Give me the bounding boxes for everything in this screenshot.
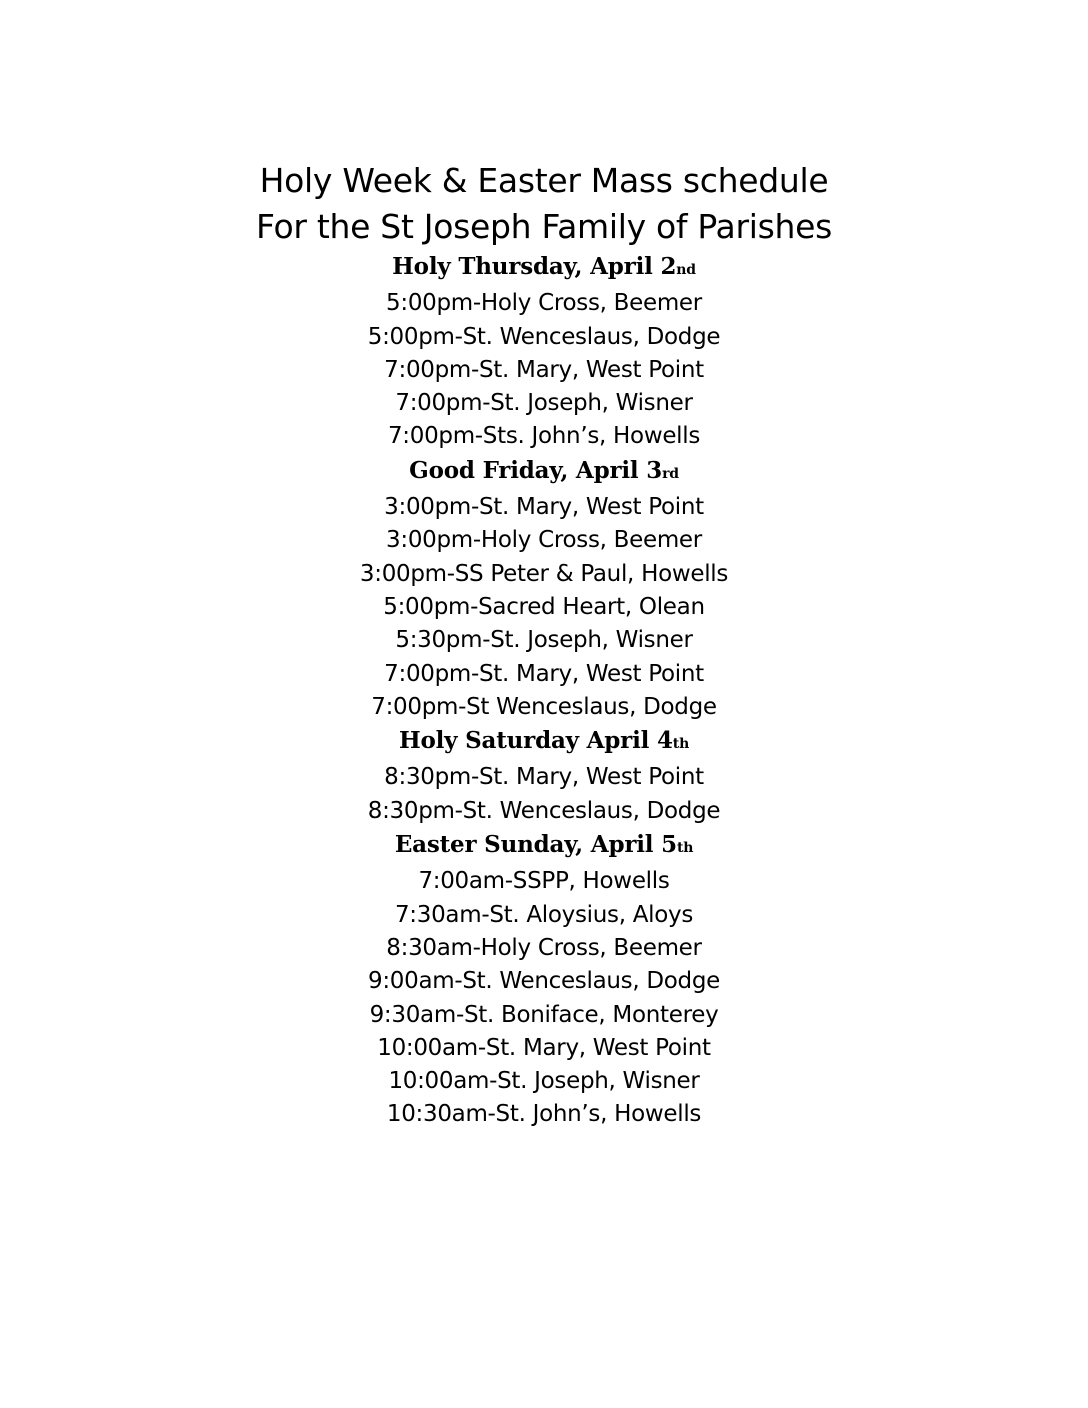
day-section-easter-sunday — [0, 828, 1088, 1132]
mass-item: 10:00am-St. Joseph, Wisner — [388, 1068, 700, 1095]
day-heading — [0, 828, 1088, 865]
mass-item: 5:00pm-Holy Cross, Beemer — [386, 290, 702, 317]
day-heading-text: Holy Saturday April 4 — [398, 727, 673, 755]
day-heading-suffix: rd — [662, 465, 679, 482]
day-section-holy-thursday — [0, 250, 1088, 454]
day-heading-suffix: th — [676, 840, 694, 857]
day-section-good-friday — [0, 454, 1088, 724]
day-section-holy-saturday — [0, 724, 1088, 828]
mass-item: 7:00pm-St. Mary, West Point — [384, 356, 704, 383]
mass-item: 7:00pm-St Wenceslaus, Dodge — [371, 693, 717, 720]
mass-item: 7:00pm-St. Joseph, Wisner — [395, 390, 693, 417]
mass-item: 8:30am-Holy Cross, Beemer — [386, 934, 702, 961]
day-heading — [0, 454, 1088, 491]
day-heading-suffix: nd — [676, 262, 696, 278]
page-title-line-1: Holy Week & Easter Mass schedule — [259, 161, 829, 200]
mass-item: 10:00am-St. Mary, West Point — [377, 1034, 711, 1061]
mass-item: 8:30pm-St. Wenceslaus, Dodge — [367, 797, 721, 824]
day-heading — [0, 724, 1088, 761]
mass-item: 3:00pm-Holy Cross, Beemer — [386, 527, 702, 554]
page-title-line-2: For the St Joseph Family of Parishes — [256, 207, 832, 246]
mass-item: 7:00pm-Sts. John’s, Howells — [387, 423, 701, 450]
mass-item: 7:30am-St. Aloysius, Aloys — [394, 901, 694, 928]
mass-item: 8:30pm-St. Mary, West Point — [384, 764, 704, 791]
mass-item: 10:30am-St. John’s, Howells — [386, 1101, 702, 1128]
mass-item: 5:00pm-Sacred Heart, Olean — [383, 593, 705, 620]
mass-item: 7:00am-SSPP, Howells — [418, 868, 670, 895]
schedule-page — [0, 158, 1088, 1132]
mass-item: 3:00pm-SS Peter & Paul, Howells — [359, 560, 729, 587]
mass-item: 5:30pm-St. Joseph, Wisner — [395, 627, 693, 654]
day-heading-text: Easter Sunday, April 5 — [394, 831, 677, 859]
mass-item: 9:30am-St. Boniface, Monterey — [369, 1001, 719, 1028]
day-heading-text: Good Friday, April 3 — [409, 456, 663, 484]
day-heading-suffix: th — [672, 736, 690, 753]
mass-item: 9:00am-St. Wenceslaus, Dodge — [368, 968, 720, 995]
mass-item: 7:00pm-St. Mary, West Point — [384, 660, 704, 687]
day-heading — [0, 250, 1088, 287]
mass-item: 3:00pm-St. Mary, West Point — [384, 494, 704, 521]
mass-item: 5:00pm-St. Wenceslaus, Dodge — [367, 323, 721, 350]
day-heading-text: Holy Thursday, April 2 — [392, 253, 677, 280]
